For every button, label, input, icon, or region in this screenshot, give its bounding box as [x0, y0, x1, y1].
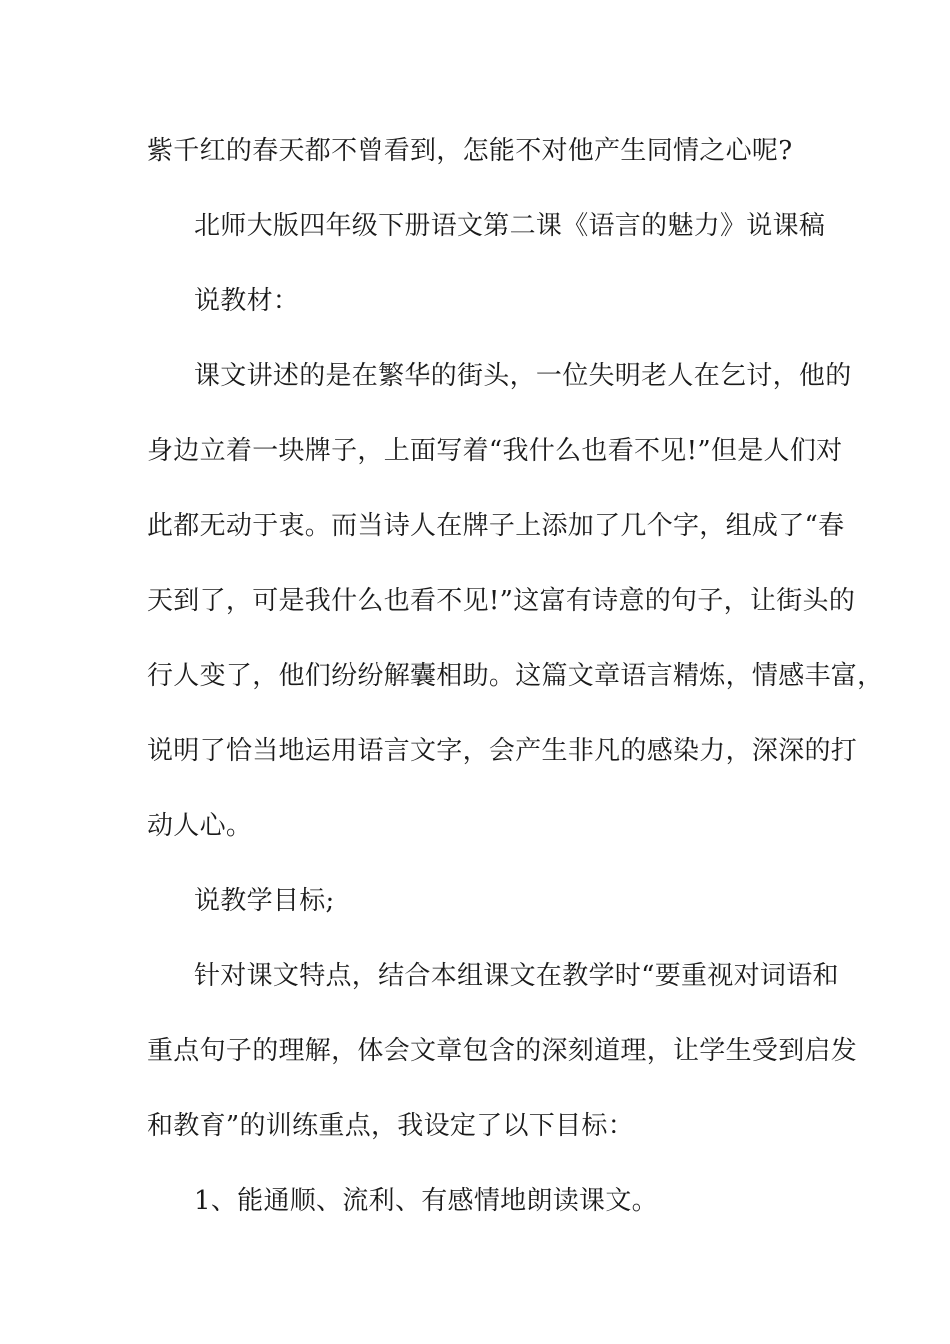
text-line: 紫千红的春天都不曾看到，怎能不对他产生同情之心呢?: [147, 136, 793, 166]
text-line: 此都无动于衷。而当诗人在牌子上添加了几个字，组成了“春: [147, 511, 845, 541]
text-line: 重点句子的理解，体会文章包含的深刻道理，让学生受到启发: [147, 1036, 858, 1066]
text-line: 天到了，可是我什么也看不见!”这富有诗意的句子，让街头的: [147, 586, 856, 616]
text-line: 身边立着一块牌子，上面写着“我什么也看不见!”但是人们对: [147, 436, 843, 466]
text-line: 课文讲述的是在繁华的街头，一位失明老人在乞讨，他的: [194, 361, 852, 391]
section-heading: 说教学目标;: [194, 886, 335, 916]
text-line: 针对课文特点，结合本组课文在教学时“要重视对词语和: [194, 961, 839, 991]
text-line: 动人心。: [147, 811, 253, 841]
section-heading: 说教材：: [194, 286, 300, 316]
text-line: 北师大版四年级下册语文第二课《语言的魅力》说课稿: [194, 211, 826, 241]
list-item: 1、能通顺、流利、有感情地朗读课文。: [194, 1186, 658, 1216]
text-line: 行人变了，他们纷纷解囊相助。这篇文章语言精炼，情感丰富，: [147, 661, 884, 691]
text-line: 说明了恰当地运用语言文字，会产生非凡的感染力，深深的打: [147, 736, 858, 766]
text-line: 和教育”的训练重点，我设定了以下目标：: [147, 1111, 634, 1141]
